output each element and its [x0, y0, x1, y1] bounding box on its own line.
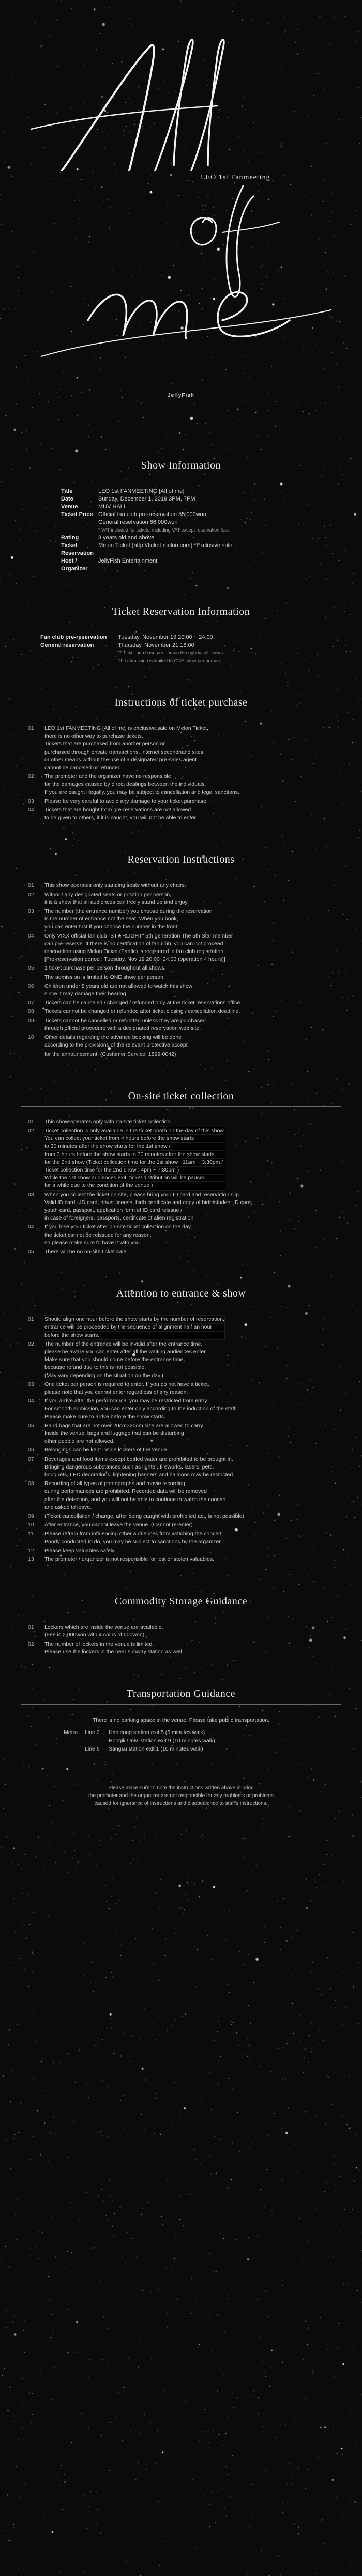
item-line: please be aware you can enter after all the waiting audiences enter. [44, 1348, 207, 1355]
item-text [44, 1480, 226, 1511]
list-item [21, 1422, 341, 1446]
transport-section [0, 1688, 362, 1807]
info-row [61, 557, 341, 573]
info-value [98, 503, 127, 511]
list-item [21, 1381, 341, 1396]
item-line: Other details regarding the advance booking will be done [44, 1034, 182, 1041]
item-number: 02 [28, 1641, 34, 1647]
hero-banner [0, 0, 362, 424]
info-line: 8 years old and above [98, 535, 155, 541]
item-line: for a while due to the condition of the venue.) [44, 1182, 225, 1190]
section-title: Attention to entrance & show [116, 1288, 246, 1300]
item-text [44, 1446, 168, 1454]
item-line: it is a show that all audiences can freely stand up and enjoy. [44, 899, 189, 905]
attention-list [21, 1316, 341, 1564]
item-text [44, 1248, 128, 1256]
closing-notice [21, 1784, 341, 1807]
reservation-value: Thursday, November 21 18:00 [118, 642, 194, 648]
item-number: 08 [28, 1480, 34, 1487]
metro-row [21, 1728, 341, 1737]
list-item [21, 1623, 341, 1639]
item-text [44, 1530, 223, 1545]
item-number: 07 [28, 1000, 34, 1006]
info-key: Ticket Price [61, 511, 93, 518]
item-line: youth card, passport, application form of ID card reissue / [44, 1207, 183, 1213]
info-line: JellyFish Entertainment [98, 558, 158, 564]
item-number: 01 [28, 1316, 34, 1323]
closing-line: caused for ignorance of instructions and disobedience to staff's instructions. [94, 1801, 268, 1807]
item-number: 08 [28, 1008, 34, 1015]
item-line: from 3 hours before the show starts to 30 minutes after the show starts [44, 1151, 225, 1159]
list-item [21, 999, 341, 1007]
item-number: 02 [28, 773, 34, 780]
metro-line [85, 1737, 109, 1745]
item-text [44, 798, 208, 805]
list-item [21, 1017, 341, 1033]
list-item [21, 1446, 341, 1454]
list-item [21, 1521, 341, 1529]
list-item [21, 1008, 341, 1016]
list-item [21, 1556, 341, 1564]
item-line: and asked to leave. [44, 1504, 92, 1510]
script-title-art [0, 0, 362, 424]
item-line: or other means without the use of a designated pre-sales agent [44, 756, 197, 763]
item-line: After entrance, you cannot leave the venue. (Cannot re-enter) [44, 1522, 193, 1528]
item-text [44, 1641, 183, 1656]
item-text [44, 725, 208, 772]
item-text [44, 1008, 240, 1016]
list-item [21, 773, 341, 797]
item-line: Valid ID card - ID card, driver license, birth certificate and copy of birth/student ID card, [44, 1199, 252, 1206]
list-item [21, 1547, 341, 1555]
item-line: after the detection, and you will not be able to continue to watch the concert [44, 1496, 226, 1503]
item-line: cannot be canceled or refunded. [44, 764, 123, 771]
item-text [44, 1017, 206, 1033]
section-title: Reservation Instructions [127, 854, 235, 866]
list-item [21, 1641, 341, 1656]
list-item [21, 1340, 341, 1380]
reservation-value: Tuesday, November 19 20:00 ~ 24:00 [118, 634, 213, 641]
info-value [98, 557, 157, 573]
divider [21, 1106, 341, 1107]
item-line: Make sure that you should come before the entrance time, [44, 1356, 185, 1363]
section-title: On-site ticket collection [128, 1090, 234, 1102]
item-line: Ticket collection time for the 2nd show : 4pm ~ 7:30pm ) [44, 1166, 225, 1174]
item-text [44, 1191, 252, 1223]
item-text [44, 932, 233, 964]
item-line: If you lose your ticket after on-site ticket collection on the day, [44, 1224, 192, 1230]
item-line: For smooth admission, you can enter only according to the induction of the staff. [44, 1406, 237, 1412]
info-line: General reservation 66,000won [98, 519, 178, 525]
item-line: Should align one hour before the show starts by the number of reservation, [44, 1316, 224, 1323]
item-line: the ticket cannot be reissued for any reason, [44, 1231, 152, 1238]
info-row [61, 488, 341, 495]
item-line: Tickets cannot be changed or refunded after ticket closing / cancellation deadline. [44, 1008, 240, 1015]
list-item [21, 982, 341, 998]
item-number: 11 [28, 1531, 34, 1537]
item-line: Hand bags that are not over 20cm×20cm size are allowed to carry. [44, 1422, 204, 1429]
info-line: MUV HALL [98, 504, 127, 510]
onsite-collection-section [0, 1090, 362, 1256]
item-line: to 30 minutes after the show starts for the 1st show / [44, 1143, 225, 1150]
item-line: (Fee is 2,000won with 4 coins of 500won) [44, 1632, 145, 1638]
item-number: 04 [28, 1398, 34, 1404]
item-number: 01 [28, 882, 34, 889]
list-item [21, 1456, 341, 1479]
info-key: Venue [61, 504, 78, 510]
closing-line: the promoter and the organizer are not responsible for any problems or problems [88, 1793, 274, 1799]
item-line: [Pre-reservation period : Tuesday, Nov 19 20:00~24:00 (operation 4 hours)] [44, 956, 225, 963]
list-item [21, 882, 341, 889]
item-line: The number (the entrance number) you choose during the reservation [44, 908, 213, 915]
item-text [44, 891, 189, 907]
list-item [21, 1191, 341, 1223]
item-text [44, 1422, 204, 1446]
list-item [21, 974, 341, 981]
item-line: Ticket collection is only available in the ticket booth on the day of this show. [44, 1127, 225, 1135]
list-item [21, 1051, 341, 1058]
item-line: for the 2nd show (Ticket collection time for the 1st show : 11am ~ 3:30pm / [44, 1159, 225, 1166]
item-line: Please make sure to arrive before the show starts. [44, 1413, 166, 1420]
item-line: Tickets can be canceled / changed / refunded only at the ticket reservations office. [44, 1000, 242, 1006]
item-line: Please keep valuables safely. [44, 1547, 116, 1554]
list-item [21, 1397, 341, 1421]
item-text [44, 1556, 214, 1564]
reservation-note: The admission is limited to ONE show per person. [118, 658, 221, 663]
list-item [21, 1530, 341, 1545]
metro-label [21, 1737, 85, 1745]
item-line: Poorly conducted to do, you may be subject to sanctions by the organizer. [44, 1538, 222, 1545]
item-number: 09 [28, 1513, 34, 1520]
item-number: 01 [28, 1118, 34, 1125]
item-line: you can enter first if you choose the number in the front. [44, 924, 179, 930]
section-title: Instructions of ticket purchase [114, 697, 248, 708]
show-info-table [61, 488, 341, 573]
list-item [21, 1316, 341, 1339]
metro-row [21, 1737, 341, 1745]
info-row [61, 542, 341, 557]
item-text [44, 1521, 193, 1529]
jellyfish-logo: JellyFish [168, 393, 194, 398]
info-value [98, 495, 195, 503]
metro-label [21, 1745, 85, 1753]
item-text [44, 806, 197, 822]
item-text [44, 1456, 234, 1479]
item-line: Beverages and food items except bottled water are prohibited to be brought in. [44, 1456, 233, 1462]
item-number: 03 [28, 908, 34, 915]
item-line: Tickets that are bought from pre-reservations are not allowed [44, 807, 191, 814]
item-line: there is no other way to purchase tickets. [44, 733, 143, 740]
metro-route: Hapjeong station exit 5 (5 minutes walk) [109, 1729, 205, 1736]
item-number: 02 [28, 891, 34, 898]
list-item [21, 908, 341, 931]
item-line: Recording of all types of photographs and movie recording [44, 1480, 185, 1487]
parking-note: There is no parking space in the venue. Please take public transportation. [92, 1717, 270, 1724]
metro-row [21, 1745, 341, 1753]
purchase-list [21, 725, 341, 822]
reservation-key: General reservation [40, 642, 94, 648]
list-item [21, 725, 341, 772]
info-line: Official fan club pre-reservation 55,000won [98, 511, 206, 518]
reservation-note: ** Ticket purchase per person throughout all shows [118, 650, 223, 655]
list-item [21, 891, 341, 907]
section-title: Ticket Reservation Information [112, 606, 250, 617]
item-text [44, 882, 186, 889]
list-item [21, 1248, 341, 1256]
info-note: * VAT included for tickets, including VAT except reservation fees [98, 527, 230, 533]
item-line: The promoter and the organizer have no responsible [44, 773, 171, 780]
metro-line: Line 6 [85, 1746, 100, 1753]
item-line: so please make sure to have it with you. [44, 1239, 141, 1246]
item-number: 01 [28, 725, 34, 731]
item-text [44, 1547, 116, 1555]
reservation-info-section [0, 606, 362, 665]
item-number: 03 [28, 1191, 34, 1198]
info-row [61, 534, 341, 542]
item-line: reservation using Melon Ticket (Fanfic) is registered in fan club registration. [44, 948, 225, 955]
item-number: 09 [28, 1017, 34, 1024]
item-line: through official procedure with a designated reservation web site. [44, 1025, 201, 1032]
item-number: 10 [28, 1522, 34, 1528]
item-line: because refund due to this is not possible. [44, 1364, 146, 1371]
item-number: 03 [28, 1381, 34, 1387]
item-line: When you collect the ticket on site, please bring your ID card and reservation slip. [44, 1191, 240, 1198]
item-line: Only VIXX official fan club "ST★RLIGHT" 5th generation The 5th Star member [44, 932, 233, 939]
item-line: Please use the lockers in the near subway station as well. [44, 1648, 184, 1655]
list-item [21, 1512, 341, 1520]
reservation-instructions-section [0, 854, 362, 1058]
item-text [44, 1381, 209, 1396]
closing-line: Please make sure to note the instructions written above in prior, [108, 1785, 254, 1791]
list-item [21, 798, 341, 805]
item-line: (Ticket cancellation / change, after being caught with prohibited act, is not possible) [44, 1513, 244, 1520]
list-item [21, 1034, 341, 1049]
item-line: bouquets, LED decorations, lightening banners and balloons may be restricted. [44, 1472, 235, 1478]
info-row [61, 503, 341, 511]
item-line: Inside the venue, bags and luggage that can be disturbing [44, 1430, 184, 1437]
info-key: Ticket Reservation [61, 542, 94, 556]
hero-subtitle: LEO 1st Fanmeeting [201, 174, 270, 181]
item-number: 04 [28, 932, 34, 939]
info-value [98, 542, 232, 557]
storage-list [21, 1623, 341, 1656]
list-item [21, 1480, 341, 1511]
item-line: in case of foreigners, passports, certificate of alien registration [44, 1215, 194, 1222]
item-text [44, 974, 165, 981]
item-number: 05 [28, 1248, 34, 1255]
info-line: Sunday, December 1, 2019 3PM, 7PM [98, 496, 195, 502]
item-line: before the show starts. [44, 1332, 224, 1339]
item-number: 13 [28, 1556, 34, 1563]
metro-routes [21, 1728, 341, 1753]
item-line: Lockers which are inside the venue are available. [44, 1624, 163, 1631]
item-number: 10 [28, 1034, 34, 1041]
attention-section [0, 1288, 362, 1564]
item-text [44, 964, 166, 972]
item-text [44, 1223, 192, 1247]
item-line: Tickets that are purchased from another person or [44, 741, 165, 747]
item-text [44, 1340, 207, 1380]
info-key: Date [61, 496, 73, 502]
item-line: for the damages caused by direct dealings between the individuals. [44, 781, 206, 788]
item-line: (May vary depending on the situation on the day.) [44, 1372, 163, 1379]
list-item [21, 1118, 341, 1126]
item-line: to be given to others, if it is caught, you will not be able to enter. [44, 815, 198, 821]
info-key: Title [61, 488, 73, 494]
reservation-instructions-list [21, 882, 341, 1058]
item-number: 05 [28, 965, 34, 972]
metro-route: Sangsu station exit 1 (10 minutes walk) [109, 1746, 203, 1753]
item-line: according to the provisions of the relevant protective accept [44, 1042, 188, 1049]
item-number [21, 974, 44, 981]
item-line: other people are not allowed. [44, 1438, 115, 1445]
item-text [44, 1034, 188, 1049]
item-text [44, 1512, 244, 1520]
section-title: Show Information [141, 460, 221, 471]
item-text [44, 999, 242, 1007]
item-line: The number of lockers in the venue is limited. [44, 1641, 154, 1647]
item-number: 03 [28, 798, 34, 804]
item-line: If you arrive after the performance, you may be restricted from entry. [44, 1398, 208, 1404]
list-item [21, 806, 341, 822]
item-line: This show operates only standing seats without any chairs. [44, 882, 186, 889]
info-key: Rating [61, 535, 79, 541]
item-text [44, 1316, 224, 1339]
info-row [61, 495, 341, 503]
item-line: since it may damage their hearing. [44, 991, 128, 997]
item-line: Please be very careful to avoid any damage to your ticket purchase. [44, 798, 208, 804]
item-number [21, 1051, 44, 1058]
item-text [44, 908, 213, 931]
purchase-section [0, 697, 362, 822]
item-line: Children under 8 years old are not allowed to watch this show [44, 982, 192, 989]
divider [21, 1704, 341, 1705]
info-value [98, 534, 154, 542]
list-item [21, 932, 341, 964]
item-line: Please refrain from influencing other audiences from watching the concert. [44, 1531, 223, 1537]
item-number: 06 [28, 982, 34, 989]
info-row [61, 511, 341, 534]
info-line: LEO 1st FANMEETING [All of me] [98, 488, 185, 494]
item-number: 12 [28, 1547, 34, 1554]
item-line: purchased through private transactions, internet secondhand sites, [44, 748, 205, 755]
item-text [44, 1051, 176, 1058]
item-line: during performances are prohibited. Recorded data will be removed [44, 1488, 207, 1495]
item-line: entrance will be proceeded by the sequence of alignment half an hour [44, 1323, 224, 1331]
storage-section [0, 1596, 362, 1656]
item-text [44, 1623, 163, 1639]
metro-line: Line 2 [85, 1729, 100, 1736]
item-text [44, 1127, 225, 1190]
item-line: Belongings can be kept inside lockers of the venue. [44, 1447, 169, 1454]
item-line: is the number of entrance not the seat. When you book, [44, 916, 178, 923]
item-number: 04 [28, 807, 34, 814]
item-text [44, 1118, 172, 1126]
list-item [21, 1127, 341, 1190]
item-line: Without any designated seats or position per person, [44, 891, 172, 898]
item-line: please note that you cannot enter regardless of any reason. [44, 1388, 188, 1395]
section-title: Transportation Guidance [126, 1688, 236, 1700]
item-line: LEO 1st FANMEETING [All of me] is exclusive sale on Melon Ticket, [44, 725, 208, 731]
item-line: The admission is limited to ONE show per person. [44, 974, 165, 980]
info-line: Melon Ticket (http://ticket.melon.com) *Exclusive sale [98, 542, 233, 549]
item-number: 05 [28, 1422, 34, 1429]
item-number: 02 [28, 1340, 34, 1347]
item-number: 04 [28, 1224, 34, 1230]
reservation-key: Fan club pre-reservation [40, 634, 107, 641]
list-item [21, 964, 341, 972]
reservation-row [40, 634, 341, 642]
item-line: The number of the entrance will be invalid after the entrance time, [44, 1340, 203, 1347]
onsite-list [21, 1118, 341, 1256]
item-text [44, 1397, 237, 1421]
info-value [98, 511, 230, 534]
show-information-section [0, 460, 362, 573]
item-line: for the announcement. (Customer Service: 1899-0042) [44, 1051, 176, 1057]
info-value [98, 488, 184, 495]
item-number: 02 [28, 1127, 34, 1134]
item-number: 01 [28, 1624, 34, 1631]
item-line: The promoter / organizer is not responsible for lost or stolen valuables. [44, 1556, 214, 1563]
item-line: 1 ticket purchase per person throughout all shows. [44, 965, 166, 972]
item-line: This show operates only with on-site ticket collection. [44, 1118, 172, 1125]
info-key: Host / Organizer [61, 558, 88, 572]
metro-label: Metro [64, 1729, 78, 1736]
reservation-info-table [40, 634, 341, 665]
item-line: Bringing dangerous substances such as lighter, fireworks, lasers, pets, [44, 1463, 214, 1470]
item-number: 06 [28, 1447, 34, 1454]
item-text [44, 982, 192, 998]
list-item [21, 1223, 341, 1247]
item-line: While the 1st show audiences exit, ticket distribution will be paused [44, 1174, 225, 1182]
item-line: You can collect your ticket from 4 hours before the show starts [44, 1135, 225, 1143]
item-line: There will be no on-site ticket sale. [44, 1248, 128, 1255]
item-text [44, 773, 239, 797]
reservation-row [40, 642, 341, 649]
item-line: Tickets cannot be cancelled or refunded unless they are purchased [44, 1017, 206, 1024]
item-line: One ticket per person is required to enter. If you do not have a ticket, [44, 1381, 209, 1387]
item-line: can pre-reserve. If there is no certification of fan club, you can not proceed [44, 940, 223, 947]
item-line: If you are caught illegally, you may be subject to cancellation and legal sanctions. [44, 789, 239, 795]
section-title: Commodity Storage Guidance [114, 1596, 248, 1607]
metro-route: Hongik Univ. station exit 9 (10 minutes walk) [109, 1738, 215, 1744]
item-number: 07 [28, 1456, 34, 1462]
